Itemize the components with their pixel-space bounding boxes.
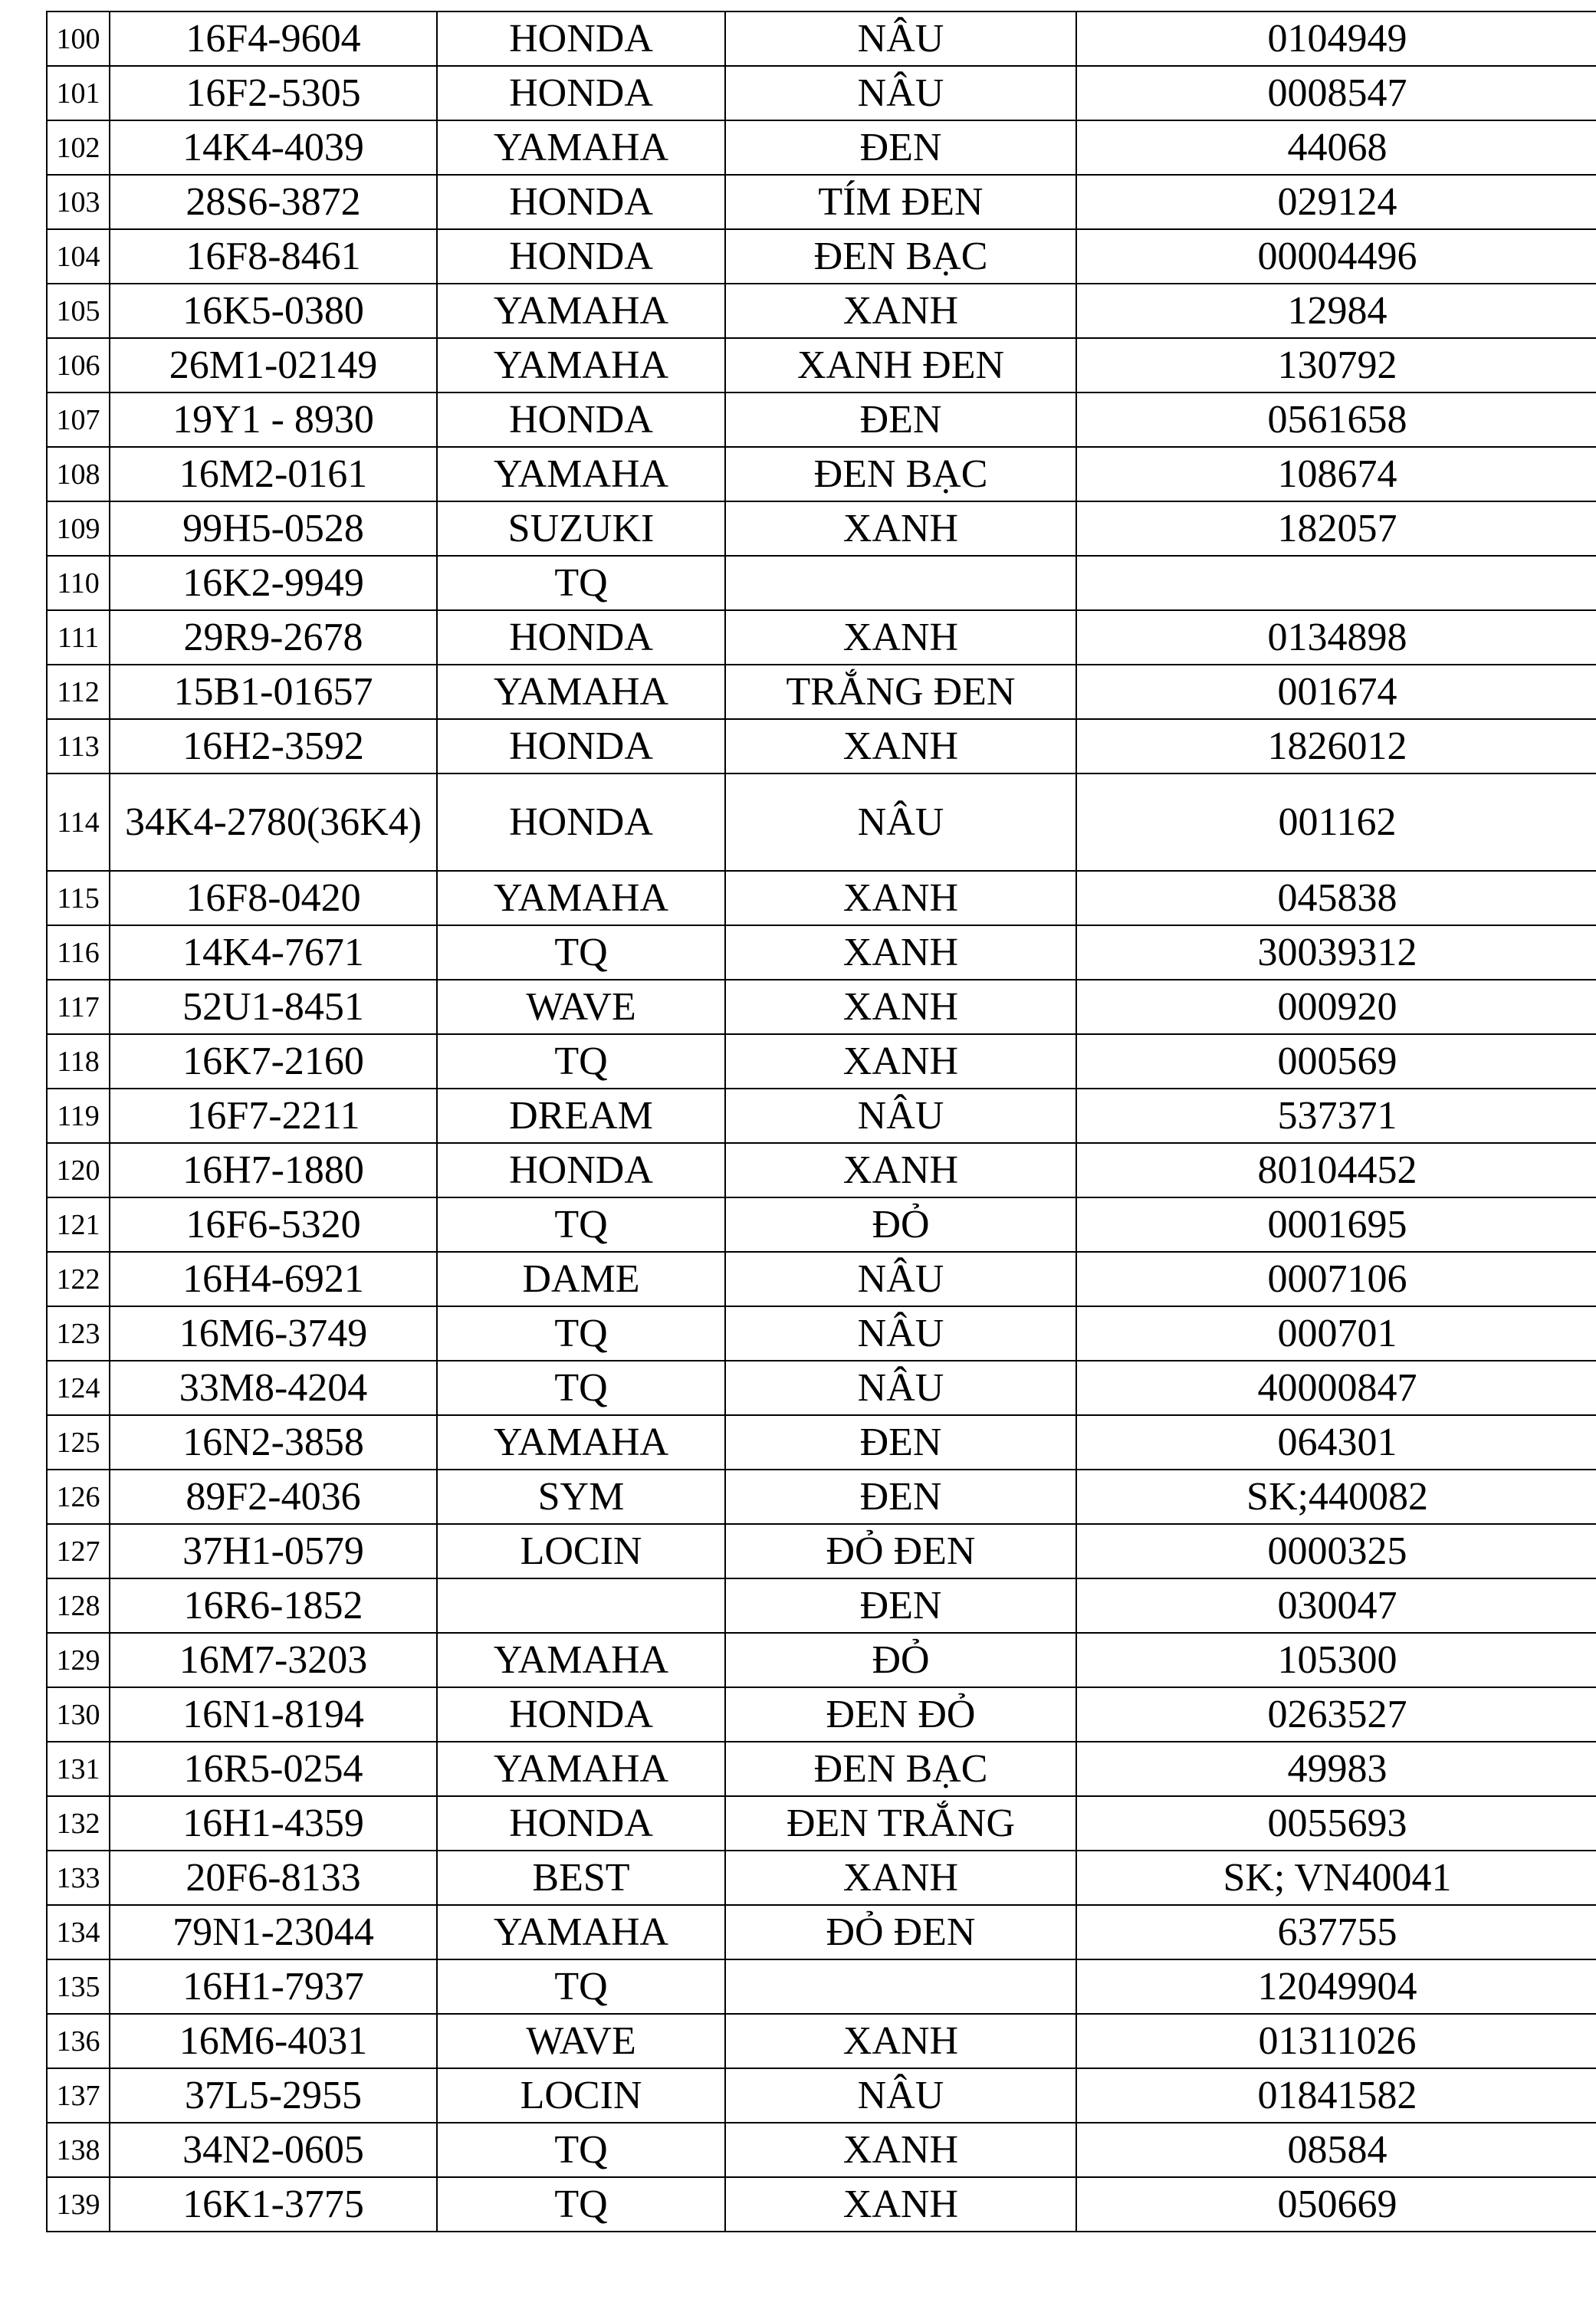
color-cell: ĐEN [725,1415,1076,1470]
row-number-cell: 123 [47,1306,110,1361]
row-number-cell: 109 [47,501,110,556]
row-number-cell: 119 [47,1089,110,1143]
frame-number-cell: 08584 [1076,2123,1596,2177]
color-cell: XANH [725,1851,1076,1905]
license-plate-cell: 33M8-4204 [110,1361,437,1415]
license-plate-cell: 16N2-3858 [110,1415,437,1470]
color-cell: XANH [725,980,1076,1034]
brand-cell: WAVE [437,980,725,1034]
color-cell: XANH ĐEN [725,338,1076,392]
table-row [47,1633,1596,1687]
row-number-cell: 125 [47,1415,110,1470]
brand-cell: HONDA [437,175,725,229]
row-number-cell: 113 [47,719,110,773]
brand-cell: YAMAHA [437,665,725,719]
row-number-cell: 138 [47,2123,110,2177]
color-cell: NÂU [725,11,1076,66]
license-plate-cell: 16R5-0254 [110,1742,437,1796]
brand-cell: YAMAHA [437,1415,725,1470]
license-plate-cell: 16F8-0420 [110,871,437,925]
color-cell: XANH [725,2014,1076,2068]
frame-number-cell: 01841582 [1076,2068,1596,2123]
license-plate-cell: 16N1-8194 [110,1687,437,1742]
license-plate-cell: 16H1-4359 [110,1796,437,1851]
license-plate-cell: 28S6-3872 [110,175,437,229]
row-number-cell: 118 [47,1034,110,1089]
brand-cell: HONDA [437,1796,725,1851]
license-plate-cell: 16H4-6921 [110,1252,437,1306]
row-number-cell: 134 [47,1905,110,1959]
table-row [47,1905,1596,1959]
color-cell: ĐEN [725,120,1076,175]
row-number-cell: 108 [47,447,110,501]
table-row [47,1089,1596,1143]
license-plate-cell: 89F2-4036 [110,1470,437,1524]
table-row [47,2014,1596,2068]
table-row [47,447,1596,501]
table-row [47,1306,1596,1361]
frame-number-cell: 30039312 [1076,925,1596,980]
license-plate-cell: 16H7-1880 [110,1143,437,1197]
brand-cell: LOCIN [437,2068,725,2123]
brand-cell: HONDA [437,1143,725,1197]
brand-cell: DREAM [437,1089,725,1143]
table-row [47,175,1596,229]
frame-number-cell: 0000325 [1076,1524,1596,1578]
frame-number-cell: 0001695 [1076,1197,1596,1252]
frame-number-cell: 030047 [1076,1578,1596,1633]
table-row [47,1687,1596,1742]
frame-number-cell: 44068 [1076,120,1596,175]
brand-cell: TQ [437,2177,725,2232]
frame-number-cell: 0007106 [1076,1252,1596,1306]
color-cell: XANH [725,2123,1076,2177]
frame-number-cell: 537371 [1076,1089,1596,1143]
license-plate-cell: 14K4-7671 [110,925,437,980]
row-number-cell: 107 [47,392,110,447]
color-cell: ĐỎ [725,1197,1076,1252]
frame-number-cell: SK;440082 [1076,1470,1596,1524]
table-row [47,1361,1596,1415]
frame-number-cell [1076,556,1596,610]
table-row [47,1959,1596,2014]
row-number-cell: 136 [47,2014,110,2068]
table-row [47,556,1596,610]
frame-number-cell: 0104949 [1076,11,1596,66]
frame-number-cell: 001162 [1076,773,1596,871]
frame-number-cell: 12984 [1076,284,1596,338]
brand-cell: BEST [437,1851,725,1905]
table-row [47,610,1596,665]
license-plate-cell: 16M6-4031 [110,2014,437,2068]
license-plate-cell: 16M7-3203 [110,1633,437,1687]
color-cell: ĐEN BẠC [725,447,1076,501]
row-number-cell: 139 [47,2177,110,2232]
brand-cell: TQ [437,1034,725,1089]
row-number-cell: 130 [47,1687,110,1742]
row-number-cell: 115 [47,871,110,925]
frame-number-cell: 001674 [1076,665,1596,719]
license-plate-cell: 16K5-0380 [110,284,437,338]
color-cell: XANH [725,925,1076,980]
license-plate-cell: 34N2-0605 [110,2123,437,2177]
row-number-cell: 112 [47,665,110,719]
row-number-cell: 100 [47,11,110,66]
color-cell: NÂU [725,2068,1076,2123]
row-number-cell: 114 [47,773,110,871]
table-row [47,1796,1596,1851]
color-cell: ĐEN [725,392,1076,447]
license-plate-cell: 16M6-3749 [110,1306,437,1361]
brand-cell: YAMAHA [437,284,725,338]
frame-number-cell: 0134898 [1076,610,1596,665]
brand-cell: YAMAHA [437,338,725,392]
row-number-cell: 131 [47,1742,110,1796]
row-number-cell: 110 [47,556,110,610]
brand-cell: HONDA [437,392,725,447]
license-plate-cell: 15B1-01657 [110,665,437,719]
row-number-cell: 132 [47,1796,110,1851]
license-plate-cell: 52U1-8451 [110,980,437,1034]
color-cell [725,1959,1076,2014]
frame-number-cell: 130792 [1076,338,1596,392]
row-number-cell: 117 [47,980,110,1034]
row-number-cell: 102 [47,120,110,175]
color-cell: XANH [725,871,1076,925]
frame-number-cell: 045838 [1076,871,1596,925]
frame-number-cell: 000701 [1076,1306,1596,1361]
brand-cell: SYM [437,1470,725,1524]
frame-number-cell: SK; VN40041 [1076,1851,1596,1905]
table-row [47,1578,1596,1633]
table-row [47,1197,1596,1252]
table-row [47,2068,1596,2123]
license-plate-cell: 16F8-8461 [110,229,437,284]
table-row [47,1851,1596,1905]
color-cell: XANH [725,1034,1076,1089]
brand-cell: YAMAHA [437,447,725,501]
frame-number-cell: 0008547 [1076,66,1596,120]
license-plate-cell: 26M1-02149 [110,338,437,392]
frame-number-cell: 0561658 [1076,392,1596,447]
license-plate-cell: 16H1-7937 [110,1959,437,2014]
brand-cell: TQ [437,1197,725,1252]
license-plate-cell: 19Y1 - 8930 [110,392,437,447]
color-cell: ĐỎ [725,1633,1076,1687]
table-row [47,66,1596,120]
brand-cell: DAME [437,1252,725,1306]
brand-cell: HONDA [437,1687,725,1742]
color-cell: ĐEN TRẮNG [725,1796,1076,1851]
brand-cell: YAMAHA [437,871,725,925]
frame-number-cell: 49983 [1076,1742,1596,1796]
color-cell: NÂU [725,1089,1076,1143]
color-cell: ĐỎ ĐEN [725,1905,1076,1959]
brand-cell: TQ [437,2123,725,2177]
color-cell: XANH [725,719,1076,773]
brand-cell [437,1578,725,1633]
brand-cell: TQ [437,1361,725,1415]
row-number-cell: 124 [47,1361,110,1415]
frame-number-cell: 050669 [1076,2177,1596,2232]
frame-number-cell: 80104452 [1076,1143,1596,1197]
color-cell: NÂU [725,1306,1076,1361]
license-plate-cell: 29R9-2678 [110,610,437,665]
row-number-cell: 101 [47,66,110,120]
color-cell: XANH [725,284,1076,338]
color-cell: TRẮNG ĐEN [725,665,1076,719]
table-row [47,2177,1596,2232]
license-plate-cell: 20F6-8133 [110,1851,437,1905]
row-number-cell: 116 [47,925,110,980]
license-plate-cell: 99H5-0528 [110,501,437,556]
row-number-cell: 121 [47,1197,110,1252]
table-row [47,11,1596,66]
license-plate-cell: 34K4-2780(36K4) [110,773,437,871]
license-plate-cell: 16H2-3592 [110,719,437,773]
frame-number-cell: 01311026 [1076,2014,1596,2068]
vehicle-table-body [47,11,1596,2232]
table-row [47,1470,1596,1524]
table-row [47,1415,1596,1470]
color-cell: XANH [725,501,1076,556]
color-cell: XANH [725,2177,1076,2232]
row-number-cell: 120 [47,1143,110,1197]
table-row [47,1252,1596,1306]
frame-number-cell: 064301 [1076,1415,1596,1470]
brand-cell: LOCIN [437,1524,725,1578]
table-row [47,773,1596,871]
table-row [47,925,1596,980]
brand-cell: YAMAHA [437,1633,725,1687]
color-cell: XANH [725,610,1076,665]
color-cell: ĐEN BẠC [725,1742,1076,1796]
color-cell: NÂU [725,1361,1076,1415]
brand-cell: TQ [437,556,725,610]
row-number-cell: 104 [47,229,110,284]
row-number-cell: 126 [47,1470,110,1524]
frame-number-cell: 00004496 [1076,229,1596,284]
license-plate-cell: 16K2-9949 [110,556,437,610]
color-cell: XANH [725,1143,1076,1197]
color-cell [725,556,1076,610]
frame-number-cell: 1826012 [1076,719,1596,773]
table-row [47,1524,1596,1578]
table-row [47,871,1596,925]
table-row [47,980,1596,1034]
license-plate-cell: 16F2-5305 [110,66,437,120]
brand-cell: YAMAHA [437,1742,725,1796]
vehicle-table [46,11,1596,2232]
brand-cell: HONDA [437,66,725,120]
frame-number-cell: 108674 [1076,447,1596,501]
vehicle-list-page [46,11,1596,2232]
row-number-cell: 128 [47,1578,110,1633]
brand-cell: HONDA [437,773,725,871]
table-row [47,229,1596,284]
color-cell: ĐỎ ĐEN [725,1524,1076,1578]
frame-number-cell: 182057 [1076,501,1596,556]
license-plate-cell: 16K1-3775 [110,2177,437,2232]
table-row [47,338,1596,392]
frame-number-cell: 029124 [1076,175,1596,229]
color-cell: TÍM ĐEN [725,175,1076,229]
table-row [47,392,1596,447]
color-cell: NÂU [725,773,1076,871]
brand-cell: TQ [437,1306,725,1361]
frame-number-cell: 105300 [1076,1633,1596,1687]
color-cell: ĐEN [725,1578,1076,1633]
license-plate-cell: 37L5-2955 [110,2068,437,2123]
frame-number-cell: 40000847 [1076,1361,1596,1415]
color-cell: NÂU [725,66,1076,120]
color-cell: ĐEN [725,1470,1076,1524]
brand-cell: SUZUKI [437,501,725,556]
license-plate-cell: 16M2-0161 [110,447,437,501]
row-number-cell: 133 [47,1851,110,1905]
license-plate-cell: 16F6-5320 [110,1197,437,1252]
table-row [47,2123,1596,2177]
brand-cell: HONDA [437,610,725,665]
row-number-cell: 127 [47,1524,110,1578]
row-number-cell: 106 [47,338,110,392]
license-plate-cell: 37H1-0579 [110,1524,437,1578]
row-number-cell: 135 [47,1959,110,2014]
frame-number-cell: 12049904 [1076,1959,1596,2014]
brand-cell: WAVE [437,2014,725,2068]
brand-cell: YAMAHA [437,120,725,175]
table-row [47,665,1596,719]
license-plate-cell: 16F4-9604 [110,11,437,66]
license-plate-cell: 14K4-4039 [110,120,437,175]
brand-cell: TQ [437,925,725,980]
table-row [47,1143,1596,1197]
table-row [47,719,1596,773]
row-number-cell: 129 [47,1633,110,1687]
row-number-cell: 137 [47,2068,110,2123]
table-row [47,284,1596,338]
color-cell: ĐEN ĐỎ [725,1687,1076,1742]
frame-number-cell: 0263527 [1076,1687,1596,1742]
frame-number-cell: 0055693 [1076,1796,1596,1851]
table-row [47,1742,1596,1796]
license-plate-cell: 16K7-2160 [110,1034,437,1089]
row-number-cell: 103 [47,175,110,229]
frame-number-cell: 000569 [1076,1034,1596,1089]
brand-cell: HONDA [437,719,725,773]
license-plate-cell: 16F7-2211 [110,1089,437,1143]
table-row [47,1034,1596,1089]
license-plate-cell: 16R6-1852 [110,1578,437,1633]
color-cell: NÂU [725,1252,1076,1306]
brand-cell: YAMAHA [437,1905,725,1959]
row-number-cell: 105 [47,284,110,338]
brand-cell: HONDA [437,229,725,284]
frame-number-cell: 637755 [1076,1905,1596,1959]
brand-cell: HONDA [437,11,725,66]
license-plate-cell: 79N1-23044 [110,1905,437,1959]
table-row [47,120,1596,175]
row-number-cell: 122 [47,1252,110,1306]
brand-cell: TQ [437,1959,725,2014]
table-row [47,501,1596,556]
color-cell: ĐEN BẠC [725,229,1076,284]
frame-number-cell: 000920 [1076,980,1596,1034]
row-number-cell: 111 [47,610,110,665]
